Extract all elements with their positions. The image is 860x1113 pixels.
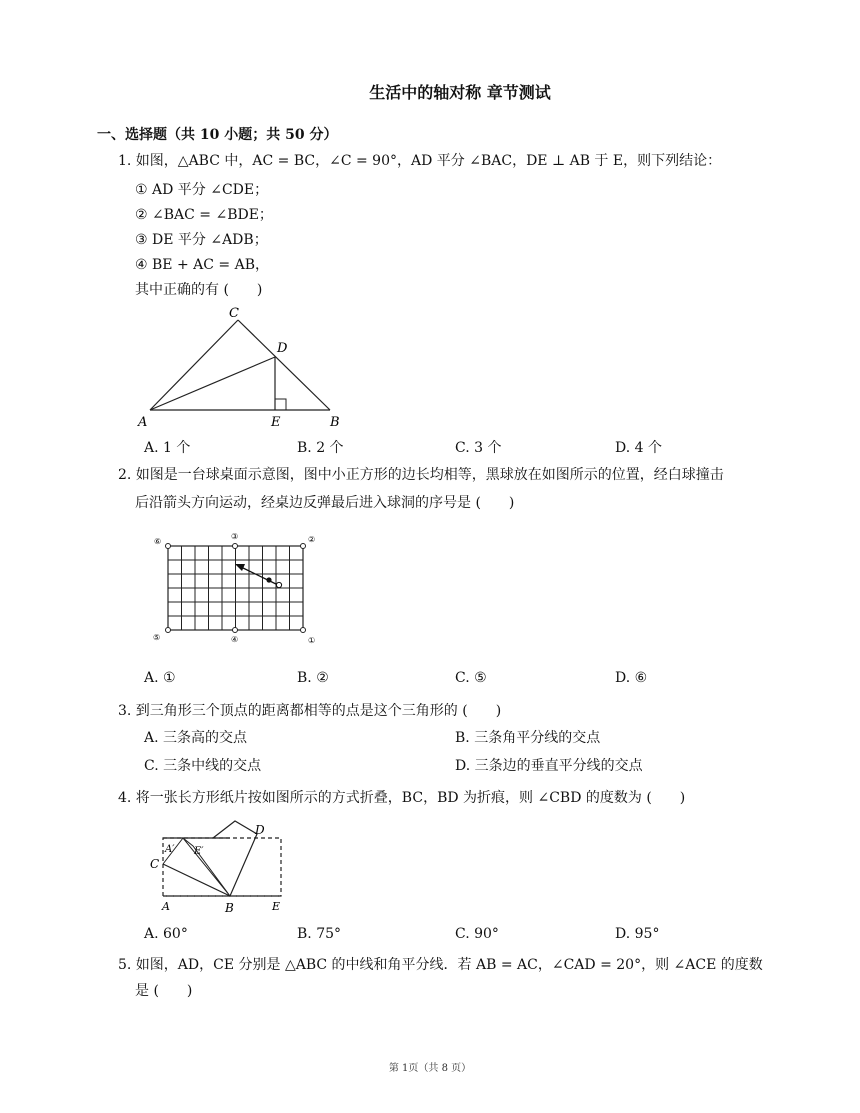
q1-statement-2: ② ∠BAC = ∠BDE； <box>135 207 273 223</box>
q2-option-b[interactable]: B. ② <box>297 670 329 686</box>
q4-fold-figure <box>145 816 295 916</box>
q5-stem-line2: 是 ( ) <box>135 983 193 999</box>
q4-label-a-prime: A′ <box>165 844 175 855</box>
q1-label-a: A <box>138 415 148 430</box>
page-title: 生活中的轴对称 章节测试 <box>369 83 551 102</box>
q1-option-d[interactable]: D. 4 个 <box>615 440 662 456</box>
q4-option-b[interactable]: B. 75° <box>297 926 342 942</box>
q3-option-c[interactable]: C. 三条中线的交点 <box>144 758 262 774</box>
q1-label-c: C <box>229 306 239 321</box>
q2-billiard-figure <box>150 528 325 648</box>
q1-option-b[interactable]: B. 2 个 <box>297 440 344 456</box>
q5-stem-line1: 5. 如图，AD，CE 分别是 △ABC 的中线和角平分线．若 AB = AC，∠CAD = 20°，则 ∠ACE 的度数 <box>118 957 763 973</box>
q4-option-d[interactable]: D. 95° <box>615 926 660 942</box>
q2-stem-line2: 后沿箭头方向运动，经桌边反弹最后进入球洞的序号是 ( ) <box>135 495 515 511</box>
q4-option-a[interactable]: A. 60° <box>144 926 188 942</box>
q2-option-a[interactable]: A. ① <box>144 670 176 686</box>
section-heading: 一、选择题（共 10 小题；共 50 分） <box>97 127 338 143</box>
q2-hole-2: ② <box>308 535 316 544</box>
q1-stem: 1. 如图，△ABC 中，AC = BC，∠C = 90°，AD 平分 ∠BAC，DE ⊥ AB 于 E，则下列结论： <box>118 153 722 169</box>
q1-option-a[interactable]: A. 1 个 <box>144 440 191 456</box>
q4-label-e: E <box>272 900 281 913</box>
q1-label-d: D <box>277 341 288 356</box>
q2-stem-line1: 2. 如图是一台球桌面示意图，图中小正方形的边长均相等，黑球放在如图所示的位置，经白球撞击 <box>118 467 724 483</box>
q4-label-e-prime: E′ <box>194 846 204 857</box>
q4-label-d: D <box>255 823 265 837</box>
q3-option-a[interactable]: A. 三条高的交点 <box>144 730 248 746</box>
q1-option-c[interactable]: C. 3 个 <box>455 440 502 456</box>
q2-hole-4: ④ <box>231 635 239 644</box>
q1-label-b: B <box>330 415 340 430</box>
q2-option-c[interactable]: C. ⑤ <box>455 670 487 686</box>
q2-option-d[interactable]: D. ⑥ <box>615 670 648 686</box>
q2-hole-3: ③ <box>231 532 239 541</box>
q4-stem: 4. 将一张长方形纸片按如图所示的方式折叠，BC，BD 为折痕，则 ∠CBD 的度数为 ( ) <box>118 790 686 806</box>
q1-triangle-figure <box>135 302 355 432</box>
q3-option-d[interactable]: D. 三条边的垂直平分线的交点 <box>455 758 643 774</box>
q1-label-e: E <box>271 415 281 430</box>
q1-ask: 其中正确的有 ( ) <box>135 282 263 298</box>
q2-hole-1: ① <box>308 636 316 645</box>
q2-hole-6: ⑥ <box>154 537 162 546</box>
q1-statement-4: ④ BE + AC = AB， <box>135 257 269 273</box>
page-footer: 第 1页（共 8 页） <box>388 1063 472 1074</box>
q4-option-c[interactable]: C. 90° <box>455 926 499 942</box>
q1-statement-3: ③ DE 平分 ∠ADB； <box>135 232 268 248</box>
q2-hole-5: ⑤ <box>153 633 161 642</box>
q3-option-b[interactable]: B. 三条角平分线的交点 <box>455 730 601 746</box>
q4-label-b: B <box>225 901 234 915</box>
q1-statement-1: ① AD 平分 ∠CDE； <box>135 182 269 198</box>
q4-label-a: A <box>162 900 170 913</box>
q3-stem: 3. 到三角形三个顶点的距离都相等的点是这个三角形的 ( ) <box>118 703 502 719</box>
q4-label-c: C <box>150 857 160 871</box>
